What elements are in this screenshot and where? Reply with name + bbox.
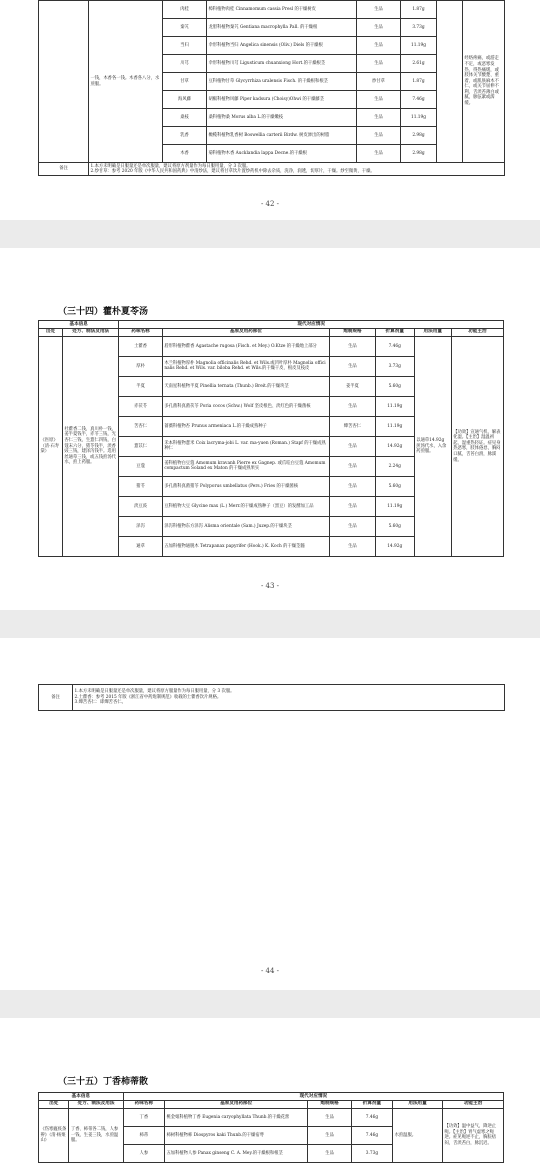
formula-table (38, 1092, 504, 1163)
header-basic-info: 基本信息 (39, 1093, 124, 1101)
dose-cell: 2.24g (375, 456, 414, 476)
origin-cell: 唇形科植物藿香 Agastache rugosa (Fisch. et Mey.) O.Ktze 的干燥地上部分 (162, 336, 329, 356)
document-page-45 (0, 1018, 540, 1170)
process-cell: 生品 (330, 436, 376, 456)
header-function: 功能主治 (443, 1100, 504, 1108)
process-cell: 生品 (330, 476, 376, 496)
origin-cell: 五加科植物通脱木 Tetrapanax papyrifer (Hook.) K. Koch 的干燥茎髓 (162, 536, 329, 556)
origin-cell: 蔷薇科植物杏 Prunus armeniaca L.的干燥成熟种子 (162, 416, 329, 436)
process-cell: 生品 (357, 127, 401, 145)
herb-name-cell: 秦艽 (163, 19, 207, 37)
note-line: 2.土藿香：参考 2015 年版《浙江省中药炮制规范》收载的土藿香饮片规格。 (74, 694, 222, 700)
origin-cell: 龙胆科植物秦艽 Gentiana macrophylla Pall. 的干燥根 (207, 19, 357, 37)
dose-cell: 11.19g (401, 37, 437, 55)
table-row (39, 336, 504, 356)
herb-name-cell: 海风藤 (163, 91, 207, 109)
origin-cell: 多孔菌科真菌茯苓 Poria cocos (Schw.) Wolf 坚皮根色、淡红色的干燥菌核 (162, 396, 329, 416)
note-label: 备注 (39, 163, 89, 176)
dose-cell: 3.73g (351, 1144, 392, 1162)
herb-name-cell: 人参 (123, 1144, 164, 1162)
process-cell: 生品 (330, 356, 376, 376)
header-origin: 基原及用药部位 (164, 1100, 307, 1108)
origin-cell: 伞形科植物川芎 Ligusticum chuanxiong Hort.的干燥根茎 (207, 55, 357, 73)
herb-name-cell: 乳香 (163, 127, 207, 145)
origin-cell: 禾本科植物薏米 Coix lacryma-jobi L. var. ma-yuen (Roman.) Stapf 的干燥成熟种仁 (162, 436, 329, 456)
header-prescription: 处方、制法及用法 (69, 1100, 123, 1108)
herb-name-cell: 柿蒂 (123, 1126, 164, 1144)
process-cell: 炒甘草 (357, 73, 401, 91)
herb-name-cell: 薏苡仁 (119, 436, 162, 456)
dose-cell: 7.46g (375, 336, 414, 356)
origin-cell: 姜科植物白豆蔻 Amomum kravanh Pierre ex Gagnep. 或爪哇白豆蔻 Amomum compactum Soland ex Maton 的干燥成熟果实 (162, 456, 329, 476)
process-cell: 生品 (330, 396, 376, 416)
origin-cell: 柿树科植物柿 Diospyros kaki Thunb.的干燥宿萼 (164, 1126, 307, 1144)
dose-cell: 5.60g (375, 476, 414, 496)
dose-cell: 3.73g (375, 356, 414, 376)
notes-cell (73, 685, 505, 711)
process-cell: 生品 (357, 55, 401, 73)
note-line: 1.本方未明确是日服量还是单次服量，建议将原方服量作为每日服用量，分 3 次服。 (74, 689, 235, 695)
header-dose: 折算剂量 (375, 328, 414, 336)
page-number: - 43 - (260, 582, 280, 590)
dose-cell: 2.98g (401, 145, 437, 163)
herb-name-cell: 土藿香 (119, 336, 162, 356)
herb-name-cell: 甘草 (163, 73, 207, 91)
herb-table-continued (38, 0, 505, 176)
process-cell: 生品 (357, 37, 401, 55)
process-cell: 生品 (357, 91, 401, 109)
header-prescription: 处方、制法及用法 (62, 328, 118, 336)
origin-cell: 胡椒科植物风藤 Piper kadsura (Choisy)Ohwi 的干燥藤茎 (207, 91, 357, 109)
notes-cell (89, 163, 505, 176)
process-cell: 生品 (357, 19, 401, 37)
herb-name-cell: 苦杏仁 (119, 416, 162, 436)
note-line: 3.燀苦杏仁：即燀苦杏仁。 (74, 700, 126, 706)
document-page-42 (0, 0, 540, 220)
header-herb-name: 药味名称 (119, 328, 162, 336)
header-usage: 用法用量 (414, 328, 451, 336)
origin-cell: 五加科植物人参 Panax ginseng C. A. Mey.的干燥根和根茎 (164, 1144, 307, 1162)
origin-cell: 泽泻科植物东方泽泻 Alisma orientale (Sam.) Juzep.的干燥块茎 (162, 516, 329, 536)
header-herb-name: 药味名称 (123, 1100, 164, 1108)
table-row (39, 1108, 504, 1126)
page-number: - 42 - (260, 200, 280, 208)
dose-cell: 11.19g (375, 396, 414, 416)
usage-cell: 以通草14.92g 煎汤代水，入余药煎服。 (414, 336, 451, 556)
document-page-44 (0, 638, 540, 990)
herb-name-cell: 淡豆豉 (119, 496, 162, 516)
header-process: 炮制规格 (330, 328, 376, 336)
origin-cell: 橄榄科植物乳香树 Boswellia carterii Birdw. 树皮渗出的树脂 (207, 127, 357, 145)
origin-cell: 天南星科植物半夏 Pinellia ternata (Thunb.) Breit.的干燥块茎 (162, 376, 329, 396)
dose-cell: 7.46g (401, 91, 437, 109)
origin-cell: 木兰科植物厚朴 Magnolia officinalis Rehd. et Wils.或凹叶厚朴 Magnolia officinalis Rehd. et Wils. var. biloba Rehd. et Wils.的干燥干皮、根皮及枝皮 (162, 356, 329, 376)
origin-cell: 伞形科植物当归 Angelica sinensis (Oliv.) Diels 的干燥根 (207, 37, 357, 55)
herb-name-cell: 猪苓 (119, 476, 162, 496)
section-title: （三十四）藿朴夏苓汤 (58, 307, 149, 317)
function-cell: 经络疼痛，或游走不定，或恶寒发热，得热痛缓，或肢体关节酸楚、重着，或肌肤麻木不仁，或关节屈伸不利，舌淡苔薄白或腻，脉弦紧或濡缓。 (463, 1, 505, 163)
dose-cell: 7.46g (351, 1126, 392, 1144)
origin-cell: 菊科植物木香 Aucklandia lappa Decne.的干燥根 (207, 145, 357, 163)
dose-cell: 1.87g (401, 1, 437, 19)
herb-name-cell: 半夏 (119, 376, 162, 396)
dose-cell: 1.87g (401, 73, 437, 91)
herb-name-cell: 赤茯苓 (119, 396, 162, 416)
usage-cell (437, 1, 463, 163)
note-label: 备注 (39, 685, 73, 711)
header-basic-info: 基本信息 (39, 321, 119, 329)
prescription-cell: 杜藿香二钱，真川朴一钱，姜半夏钱半，赤苓三钱，光杏仁三钱，生薏仁四钱，白蔻末六分，猪苓钱半，淡香豉三钱，建泽泻钱半。选用丝通草三钱，或五钱煎汤代水，煎上药服。 (62, 336, 118, 556)
notes-table (38, 684, 505, 711)
note-line: 2.炒甘草：参考 2020 年版《中华人民共和国药典》中清炒法，建议将甘草饮片置炒药机中除去杂质，洗净，润透，切厚片，干燥。炒至微黄，干燥。 (90, 169, 375, 175)
header-usage: 用法用量 (393, 1100, 443, 1108)
process-cell: 燀苦杏仁 (330, 416, 376, 436)
process-cell: 生品 (308, 1144, 351, 1162)
dose-cell: 11.19g (401, 109, 437, 127)
usage-cell: 水煎温服。 (393, 1108, 443, 1162)
function-cell: 【功效】宣通气机，解表化湿。【主治】湿温初起，湿重热轻证。症见身热恶寒，肢体倦怠，胸闷口腻，舌苔白滑，脉濡缓。 (451, 336, 503, 556)
origin-cell: 桑科植物桑 Morus alba L.的干燥嫩枝 (207, 109, 357, 127)
origin-cell: 桃金娘科植物丁香 Eugenia caryophyllata Thunb.的干燥花蕾 (164, 1108, 307, 1126)
notes-row (39, 163, 505, 176)
header-origin: 基原及用药部位 (162, 328, 329, 336)
herb-name-cell: 木香 (163, 145, 207, 163)
header-function: 功能主治 (451, 328, 503, 336)
page-number: - 44 - (260, 967, 280, 975)
source-cell (39, 1, 89, 163)
dose-cell: 14.92g (375, 436, 414, 456)
herb-name-cell: 厚朴 (119, 356, 162, 376)
process-cell: 生品 (330, 536, 376, 556)
header-source: 出处 (39, 328, 63, 336)
dose-cell: 2.61g (401, 55, 437, 73)
origin-cell: 豆科植物甘草 Glycyrrhiza uralensis Fisch. 的干燥根和根茎 (207, 73, 357, 91)
herb-name-cell: 泽泻 (119, 516, 162, 536)
header-source: 出处 (39, 1100, 69, 1108)
herb-name-cell: 豆蔻 (119, 456, 162, 476)
process-cell: 生品 (330, 496, 376, 516)
process-cell: 生品 (330, 456, 376, 476)
prescription-cell: 一钱，木香各一钱。木香各八分，水煎服。 (89, 1, 163, 163)
dose-cell: 2.98g (401, 127, 437, 145)
process-cell: 生品 (330, 516, 376, 536)
formula-table (38, 320, 504, 557)
header-modern: 现代对应情况 (119, 321, 504, 329)
header-modern: 现代对应情况 (123, 1093, 503, 1101)
process-cell: 生品 (308, 1126, 351, 1144)
note-line: 1.本方未明确是日服量还是单次服量，建议将原方剂量作为每日服用量，分 3 次服。 (90, 163, 251, 169)
herb-name-cell: 川芎 (163, 55, 207, 73)
process-cell: 生品 (357, 145, 401, 163)
prescription-cell: 丁香、柿蒂各二钱，人参一钱，生姜三钱，水煎温服。 (69, 1108, 123, 1162)
dose-cell: 11.19g (375, 416, 414, 436)
herb-name-cell: 桑枝 (163, 109, 207, 127)
herb-name-cell: 丁香 (123, 1108, 164, 1126)
herb-name-cell: 通草 (119, 536, 162, 556)
dose-cell: 7.46g (351, 1108, 392, 1126)
section-title: （三十五）丁香柿蒂散 (58, 1077, 149, 1087)
dose-cell: 14.92g (375, 536, 414, 556)
herb-name-cell: 当归 (163, 37, 207, 55)
origin-cell: 豆科植物大豆 Glycine max (L.) Merr.的干燥成熟种子（黑豆）的发酵加工品 (162, 496, 329, 516)
dose-cell: 11.19g (375, 496, 414, 516)
process-cell: 姜半夏 (330, 376, 376, 396)
header-process: 炮制规格 (308, 1100, 351, 1108)
process-cell: 生品 (330, 336, 376, 356)
dose-cell: 3.73g (401, 19, 437, 37)
header-dose: 折算剂量 (351, 1100, 392, 1108)
dose-cell: 5.60g (375, 516, 414, 536)
source-cell: 《医原》（清·石寿棠） (39, 336, 63, 556)
document-page-43 (0, 248, 540, 610)
function-cell: 【功效】温中益气，降逆止呃。【主治】胃气虚寒之呃逆。症见呃逆不止，胸脘痞闷，舌淡苔白，脉沉迟。 (443, 1108, 504, 1162)
source-cell: 《伤寒瘟疫条辨》（清·杨栗山） (39, 1108, 69, 1162)
herb-name-cell: 肉桂 (163, 1, 207, 19)
table-row (39, 1, 505, 19)
dose-cell: 5.60g (375, 376, 414, 396)
origin-cell: 多孔菌科真菌猪苓 Polyporus umbellatus (Pers.) Fries 的干燥菌核 (162, 476, 329, 496)
process-cell: 生品 (357, 1, 401, 19)
process-cell: 生品 (357, 109, 401, 127)
origin-cell: 樟科植物肉桂 Cinnamomum cassia Presl 的干燥树皮 (207, 1, 357, 19)
process-cell: 生品 (308, 1108, 351, 1126)
